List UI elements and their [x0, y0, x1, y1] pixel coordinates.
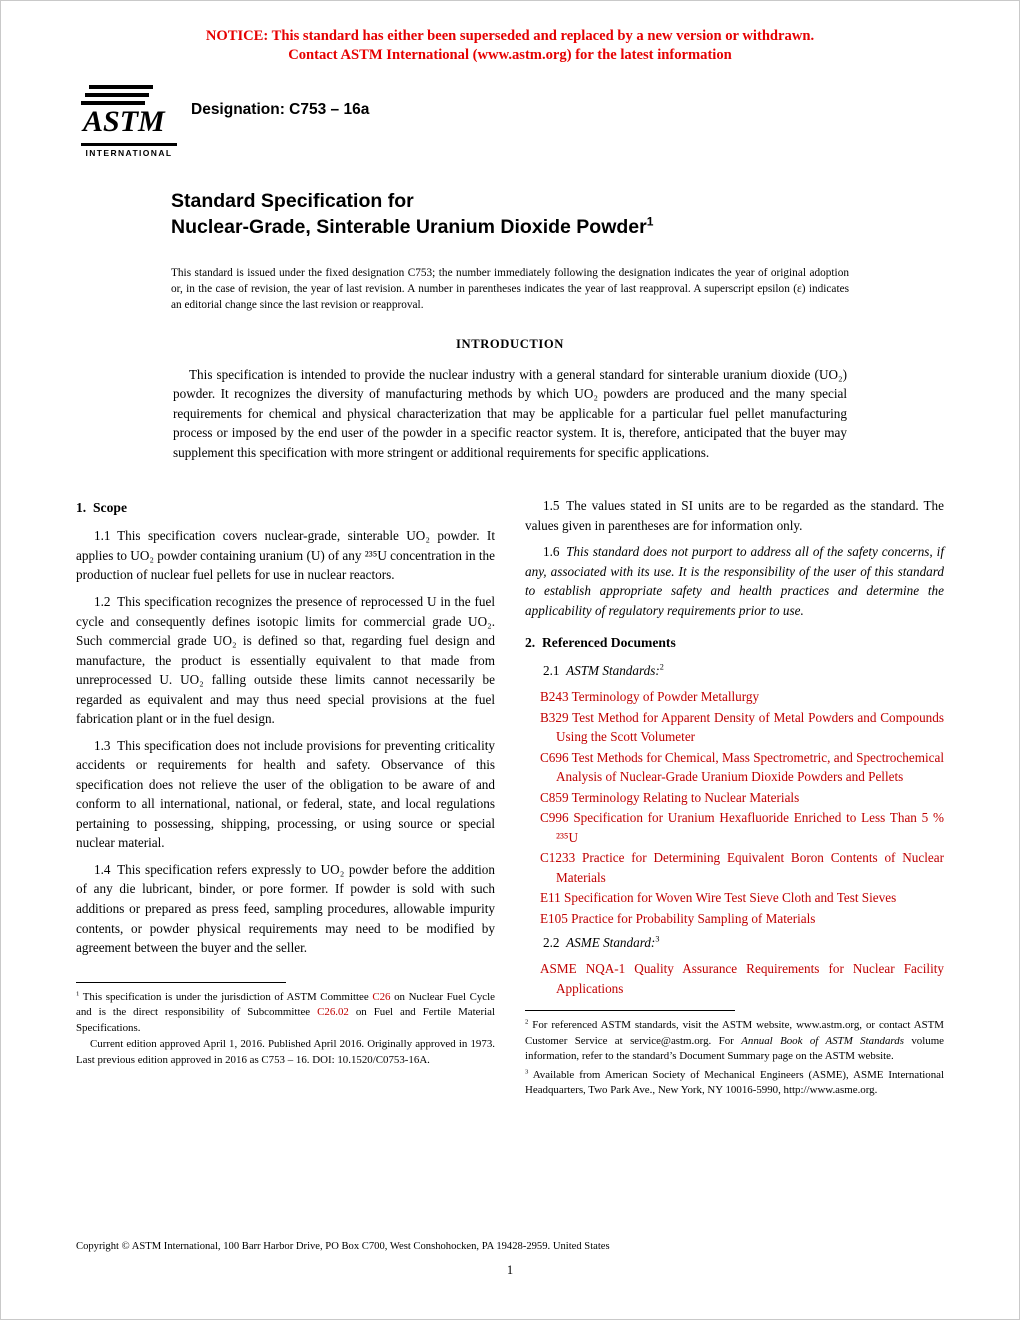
introduction-heading: INTRODUCTION — [456, 336, 564, 351]
reference-link-c859[interactable]: C859 Terminology Relating to Nuclear Materials — [540, 789, 800, 805]
reference-link-c1233[interactable]: C1233 Practice for Determining Equivalent Boron Contents of Nuclear Materials — [540, 850, 944, 885]
footnote-rule-left — [76, 982, 286, 983]
referenced-documents-heading: 2. Referenced Documents — [525, 634, 676, 650]
superseded-notice — [1, 27, 1019, 65]
page-number: 1 — [506, 1263, 514, 1277]
two-column-body — [76, 496, 944, 1099]
footnotes-left — [76, 990, 495, 1068]
astm-standards-subheading: 2.1 ASTM Standards:$^2$ — [543, 662, 664, 678]
issuing-note: This standard is issued under the fixed designation C753; the number immediately following the designation indicates the year of original adoption or, in the case of revision, the year of last revision. A number in parentheses indicates the year of last reapproval. A superscript epsilon (ε) indicates an editorial change since the last revision or reapproval. — [171, 266, 849, 311]
title-line-1: Standard Specification for — [171, 189, 414, 212]
designation-label: Designation: C753 – 16a — [191, 100, 370, 118]
footnote-2: $^2$ For referenced ASTM standards, visit the ASTM website, www.astm.org, or contact ASTM Customer Service at service@astm.org. For Annual Book of ASTM Standards volume information, refer to the standard’s Document Summary page on the ASTM website. — [525, 1018, 945, 1063]
footnote-3: $^3$ Available from American Society of Mechanical Engineers (ASME), ASME International Headquarters, Two Park Ave., New York, NY 10016-5990, http://www.asme.org. — [525, 1067, 944, 1097]
left-column — [76, 496, 495, 1099]
reference-link-asme-nqa1[interactable]: ASME NQA-1 Quality Assurance Requirements for Nuclear Facility Applications — [540, 961, 944, 996]
logo-divider — [81, 143, 177, 146]
copyright-line: Copyright © ASTM International, 100 Barr Harbor Drive, PO Box C700, West Conshohocken, PA 19428-2959. United States — [76, 1241, 610, 1252]
scope-paragraph-1-5: 1.5 The values stated in SI units are to be regarded as the standard. The values given in parentheses are for information only. — [525, 498, 944, 533]
asme-standard-subheading: 2.2 ASME Standard:$^3$ — [543, 934, 660, 950]
reference-link-e11[interactable]: E11 Specification for Woven Wire Test Sieve Cloth and Test Sieves — [540, 890, 897, 906]
document-title — [171, 188, 849, 241]
logo-international-label: INTERNATIONAL — [85, 147, 173, 158]
scope-paragraph-1-3: 1.3 This specification does not include provisions for preventing criticality accidents or requirements for health and safety. Observance of this specification does not relieve the user of the obligation to be aware of and conform to all international, national, or federal, state, and local regulations pertaining to possessing, shipping, processing, or using source or special nuclear material. — [76, 737, 495, 851]
scope-paragraph-1-1: 1.1 This specification covers nuclear-grade, sinterable UO₂ powder. It applies to UO₂ powder containing uranium (U) of any ²³⁵U concentration in the production of nuclear fuel pellets for use in nuclear reactors. — [76, 528, 495, 583]
reference-link-b329[interactable]: B329 Test Method for Apparent Density of Metal Powders and Compounds Using the Scott Volumeter — [540, 709, 944, 745]
reference-link-b243[interactable]: B243 Terminology of Powder Metallurgy — [540, 689, 760, 705]
scope-paragraph-1-2: 1.2 This specification recognizes the presence of reprocessed U in the fuel cycle and consequently defines isotopic limits for commercial grade UO₂. Such commercial grade UO₂ is defined so that, regarding fuel design and manufacture, the product is essentially equivalent to that made from unreprocessed U. UO₂ falling outside these limits cannot necessarily be regarded as equivalent and may thus need special provisions at the fuel fabrication plant or in the fuel design. — [76, 594, 495, 727]
introduction-body: This specification is intended to provide the nuclear industry with a general standard for sinterable uranium dioxide (UO₂) powder. It recognizes the diversity of manufacturing methods by which UO₂ powders are produced and the many special requirements for chemical and physical characterization that may be applicable for a particular fuel pellet manufacturing process or imposed by the end user of the powder in a specific reactor system. It is, therefore, anticipated that the buyer may supplement this specification with more stringent or additional requirements for specific applications. — [173, 366, 847, 460]
scope-paragraph-1-4: 1.4 This specification refers expressly to UO₂ powder before the addition of any die lubricant, binder, or pore former. If powder is sold with such additions or prepared as press feed, sampling procedures, allowable impurity contents, or powder physical requirements may need to be modified by agreement between the buyer and the seller. — [76, 861, 495, 956]
right-column — [525, 496, 944, 1099]
notice-line-1: NOTICE: This standard has either been superseded and replaced by a new version or withdrawn. — [205, 28, 815, 44]
reference-link-e105[interactable]: E105 Practice for Probability Sampling of Materials — [540, 910, 816, 926]
scope-paragraph-1-6: 1.6 This standard does not purport to address all of the safety concerns, if any, associated with its use. It is the responsibility of the user of this standard to establish appropriate safety and health practices and determine the applicability of regulatory requirements prior to use. — [525, 544, 944, 618]
notice-line-2: Contact ASTM International (www.astm.org) for the latest information — [288, 46, 732, 63]
svg-text:ASTM: ASTM — [83, 104, 165, 137]
footnote-rule-right — [525, 1010, 735, 1011]
astm-reference-list — [525, 687, 944, 928]
title-line-2: Nuclear-Grade, Sinterable Uranium Dioxide Powder$^1$ — [171, 214, 654, 239]
astm-logo-icon — [81, 81, 177, 137]
astm-logo — [79, 81, 179, 158]
footnotes-right — [525, 1018, 944, 1098]
document-header — [79, 81, 1019, 158]
footnote-1-continued: Current edition approved April 1, 2016. Published April 2016. Originally approved in 1973. Last previous edition approved in 2016 as C753 – 16. DOI: 10.1520/C0753-16A. — [76, 1038, 495, 1066]
footnote-1: $^1$ This specification is under the jurisdiction of ASTM Committee C26 on Nuclear Fuel Cycle and is the direct responsibility of Subcommittee C26.02 on Fuel and Fertile Material Specifications. — [76, 989, 495, 1034]
reference-link-c696[interactable]: C696 Test Methods for Chemical, Mass Spectrometric, and Spectrochemical Analysis of Nuclear-Grade Uranium Dioxide Powders and Pellets — [540, 749, 944, 785]
scope-heading: 1. Scope — [76, 500, 127, 516]
reference-link-c996[interactable]: C996 Specification for Uranium Hexafluoride Enriched to Less Than 5 % ²³⁵U — [540, 810, 944, 845]
